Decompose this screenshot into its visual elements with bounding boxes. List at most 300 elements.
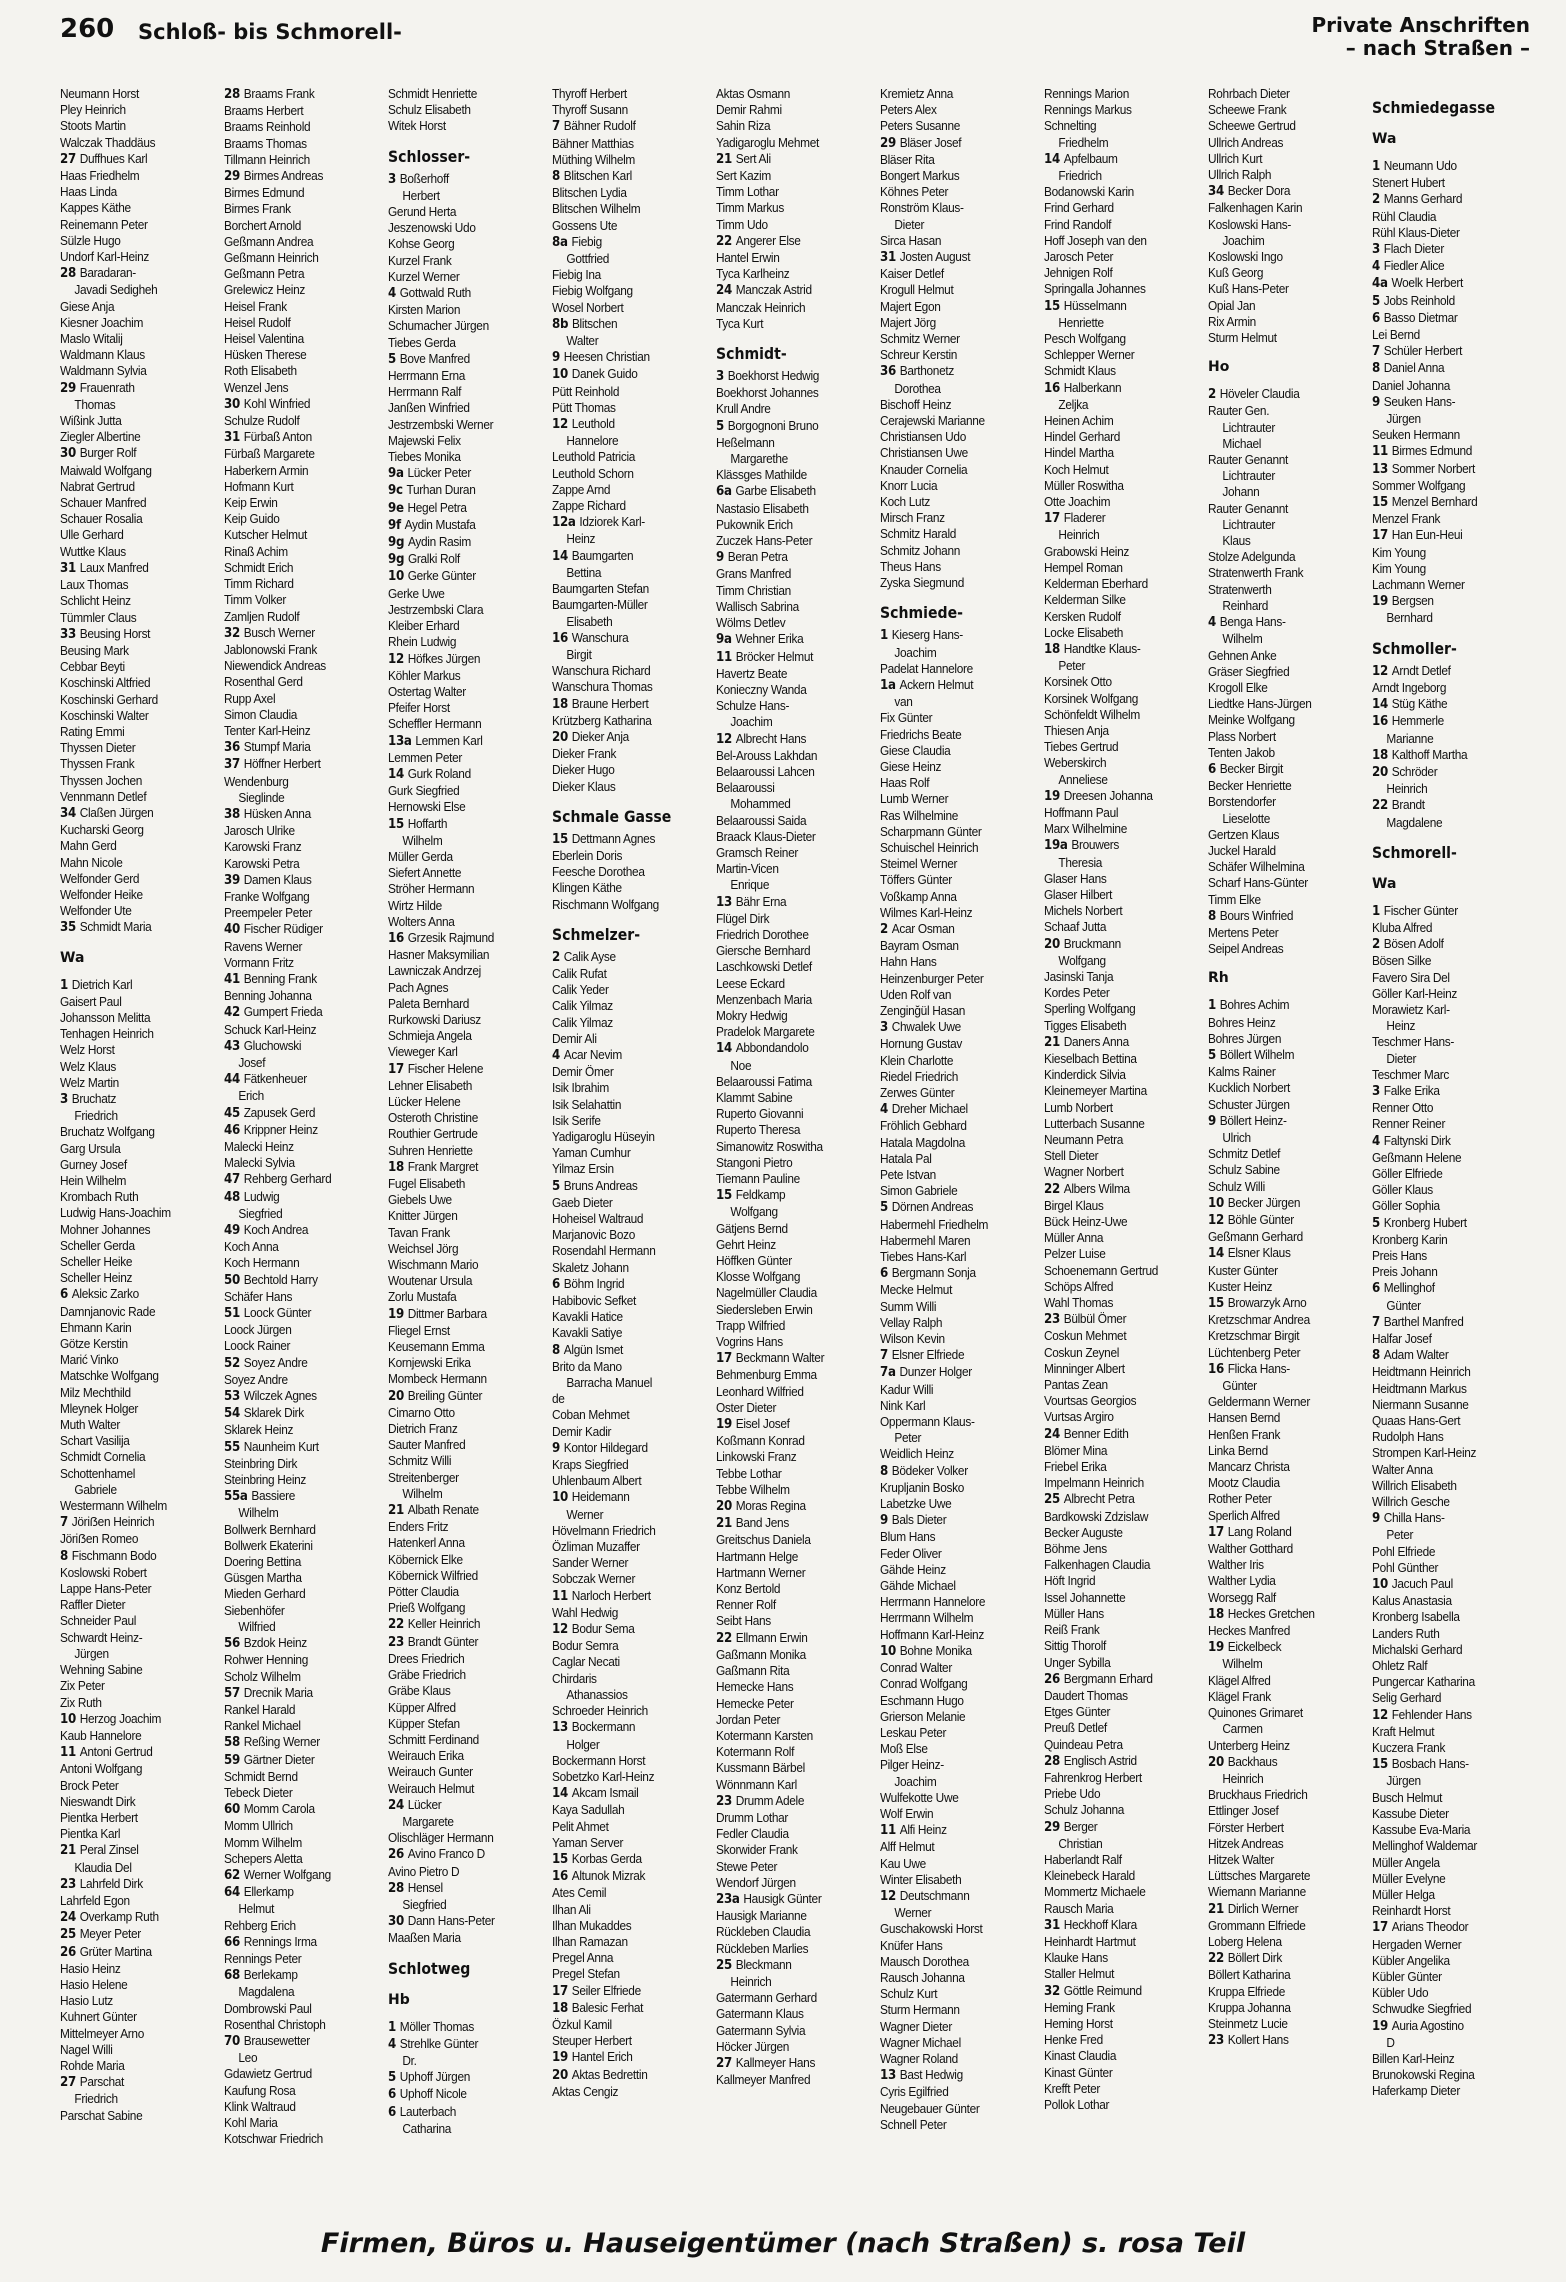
- resident-name: Woelk Herbert: [1391, 275, 1464, 291]
- house-number: 10: [388, 569, 408, 585]
- resident-entry: [880, 938, 1024, 954]
- resident-name: Winter Elisabeth: [880, 1871, 962, 1887]
- district-heading: Wa: [1372, 131, 1397, 147]
- resident-name: Braams Frank: [243, 86, 315, 101]
- resident-entry: [880, 1382, 1024, 1398]
- resident-entry: [1372, 2067, 1516, 2083]
- resident-entry: [1372, 1232, 1516, 1248]
- resident-name: Mieden Gerhard: [224, 1586, 306, 1602]
- resident-name: Friedrich: [74, 1108, 118, 1124]
- resident-name: Meyer Peter: [79, 1926, 141, 1942]
- district-heading: Rh: [1208, 970, 1229, 987]
- resident-entry: [880, 184, 1024, 200]
- resident-name: Mellinghof: [1383, 1280, 1435, 1296]
- resident-name: Böllert Heinz-: [1219, 1112, 1287, 1128]
- resident-name: Hoffmann Karl-Heinz: [880, 1626, 984, 1642]
- resident-entry: [716, 714, 860, 730]
- resident-entry: [1208, 1410, 1352, 1426]
- resident-entry: [1372, 258, 1516, 275]
- resident-entry: [60, 217, 204, 233]
- resident-entry: [1208, 1901, 1352, 1918]
- resident-entry: [880, 1529, 1024, 1545]
- resident-entry: [880, 905, 1024, 921]
- house-number: 12: [880, 1888, 900, 1904]
- resident-name: Habibovic Sefket: [552, 1293, 637, 1309]
- resident-entry: [1208, 745, 1352, 761]
- resident-name: Neumann Udo: [1383, 158, 1457, 173]
- resident-name: Stolze Adelgunda: [1208, 549, 1296, 565]
- resident-entry: [388, 1781, 532, 1797]
- resident-name: Deutschmann: [899, 1887, 970, 1903]
- resident-entry: [224, 2115, 368, 2131]
- resident-name: Klägel Frank: [1208, 1688, 1271, 1704]
- resident-entry: [224, 396, 368, 413]
- resident-name: Dirlich Werner: [1227, 1900, 1299, 1916]
- resident-entry: [880, 397, 1024, 413]
- resident-entry: [1208, 1475, 1352, 1491]
- house-number: 51: [224, 1306, 244, 1322]
- resident-entry: [716, 1957, 860, 1974]
- resident-name: Kruppa Johanna: [1208, 1999, 1291, 2015]
- resident-entry: [224, 774, 368, 790]
- resident-entry: [552, 1391, 696, 1407]
- resident-name: Becker Henriette: [1208, 778, 1292, 794]
- resident-entry: [60, 1810, 204, 1826]
- resident-entry: [880, 1019, 1024, 1036]
- resident-entry: [388, 102, 532, 118]
- resident-name: Margarete: [402, 1813, 454, 1829]
- resident-entry: [224, 2050, 368, 2066]
- resident-entry: [880, 575, 1024, 591]
- resident-name: Kinderdick Silvia: [1044, 1067, 1126, 1083]
- resident-name: Bähner Matthias: [552, 135, 634, 151]
- resident-name: Jacuch Paul: [1391, 1576, 1453, 1592]
- resident-name: Calik Yeder: [552, 982, 609, 998]
- resident-entry: [552, 400, 696, 416]
- resident-name: Kurzel Werner: [388, 268, 460, 284]
- house-number: 9: [716, 550, 728, 566]
- resident-entry: [1044, 1688, 1188, 1704]
- resident-name: Frank Margret: [407, 1158, 479, 1174]
- resident-entry: [1208, 1918, 1352, 1934]
- resident-entry: [1044, 1983, 1188, 2000]
- resident-entry: [1372, 327, 1516, 343]
- resident-entry: [880, 1364, 1024, 1381]
- resident-name: Schmidt Klaus: [1044, 363, 1116, 379]
- resident-name: Gerke Uwe: [388, 585, 445, 601]
- resident-name: Reßing Werner: [243, 1734, 320, 1750]
- resident-name: Daners Anna: [1063, 1033, 1129, 1049]
- resident-name: Bockermann Horst: [552, 1752, 646, 1768]
- resident-entry: [716, 1663, 860, 1679]
- directory-column: [716, 86, 880, 2216]
- resident-name: Wiemann Marianne: [1208, 1884, 1306, 1900]
- resident-name: Peters Susanne: [880, 118, 961, 134]
- resident-name: Hausigk Marianne: [716, 1908, 807, 1924]
- resident-entry: [1044, 1491, 1188, 1508]
- resident-entry: [224, 839, 368, 855]
- resident-name: Scholz Wilhelm: [224, 1668, 301, 1684]
- resident-name: Blitschen Wilhelm: [552, 201, 641, 217]
- resident-name: Moß Else: [880, 1741, 928, 1757]
- house-number: 10: [1372, 1577, 1392, 1593]
- resident-name: Gätjens Bernd: [716, 1220, 788, 1236]
- resident-entry: [60, 593, 204, 609]
- resident-name: Konz Bertold: [716, 1581, 781, 1597]
- resident-entry: [1208, 712, 1352, 728]
- resident-name: Kaufung Rosa: [224, 2082, 296, 2098]
- directory-column: [388, 86, 552, 2216]
- resident-name: Kontor Hildegard: [563, 1439, 648, 1455]
- resident-name: Blitschen Lydia: [552, 185, 627, 201]
- resident-name: Athanassios: [566, 1686, 628, 1702]
- resident-name: Weirauch Erika: [388, 1748, 464, 1764]
- resident-entry: [1208, 1031, 1352, 1047]
- resident-name: Majert Jörg: [880, 314, 936, 330]
- resident-name: Kuhnert Günter: [60, 2009, 137, 2025]
- resident-name: Oppermann Klaus-: [880, 1414, 975, 1430]
- resident-name: Braack Klaus-Dieter: [716, 828, 816, 844]
- resident-entry: [60, 1531, 204, 1547]
- resident-entry: [224, 756, 368, 773]
- resident-name: Arndt Detlef: [1391, 662, 1451, 678]
- resident-name: Ruperto Theresa: [716, 1122, 801, 1138]
- resident-name: Aydin Rasim: [407, 534, 471, 550]
- resident-name: Kretzschmar Birgit: [1208, 1328, 1300, 1344]
- resident-entry: [1372, 1298, 1516, 1314]
- resident-entry: [224, 152, 368, 168]
- resident-entry: [60, 1498, 204, 1514]
- resident-entry: [1044, 1034, 1188, 1051]
- resident-entry: [224, 1570, 368, 1586]
- house-number: 17: [388, 1061, 408, 1077]
- resident-name: Lei Bernd: [1372, 327, 1420, 343]
- resident-entry: [716, 943, 860, 959]
- resident-name: Werner Wolfgang: [243, 1866, 331, 1882]
- resident-name: Bodur Sema: [571, 1621, 635, 1637]
- resident-entry: [388, 1864, 532, 1880]
- resident-name: Selig Gerhard: [1372, 1690, 1442, 1706]
- resident-entry: [880, 233, 1024, 249]
- resident-entry: [1044, 478, 1188, 494]
- resident-name: Menzel Frank: [1372, 511, 1441, 527]
- resident-entry: [1044, 837, 1188, 854]
- house-number: 3: [1372, 242, 1384, 258]
- resident-name: Schulz Johanna: [1044, 1802, 1125, 1818]
- resident-name: Ludwig Hans-Joachim: [60, 1205, 171, 1221]
- house-number: 9a: [388, 466, 408, 482]
- resident-entry: [716, 368, 860, 385]
- resident-entry: [1208, 1590, 1352, 1606]
- resident-name: Hasio Helene: [60, 1976, 128, 1992]
- resident-entry: [60, 2058, 204, 2074]
- resident-name: Kronberg Karin: [1372, 1231, 1448, 1247]
- resident-name: Quinones Grimaret: [1208, 1705, 1303, 1721]
- resident-entry: [552, 848, 696, 864]
- resident-name: Klässges Mathilde: [716, 467, 807, 483]
- resident-entry: [716, 1597, 860, 1613]
- resident-name: Gluchowski: [243, 1037, 302, 1053]
- resident-name: Hausigk Günter: [743, 1890, 822, 1906]
- resident-entry: [1044, 805, 1188, 821]
- resident-name: Belaaroussi Lahcen: [716, 763, 815, 779]
- resident-entry: [880, 808, 1024, 824]
- resident-name: Backhaus: [1227, 1753, 1278, 1769]
- resident-name: Michalski Gerhard: [1372, 1641, 1463, 1657]
- resident-entry: [224, 1289, 368, 1305]
- resident-entry: [1372, 461, 1516, 478]
- resident-name: Quaas Hans-Gert: [1372, 1413, 1461, 1429]
- resident-entry: [388, 1600, 532, 1616]
- resident-entry: [1208, 1787, 1352, 1803]
- resident-name: Eickelbeck: [1227, 1639, 1282, 1655]
- resident-name: Majewski Felix: [388, 432, 461, 448]
- resident-name: Kraps Siegfried: [552, 1457, 629, 1473]
- resident-name: Johann: [1222, 484, 1260, 500]
- resident-name: Gähde Heinz: [880, 1561, 946, 1577]
- resident-name: Rauter Genannt: [1208, 452, 1289, 468]
- resident-entry: [388, 1078, 532, 1094]
- resident-name: Herrmann Wilhelm: [880, 1610, 974, 1626]
- resident-entry: [1044, 592, 1188, 608]
- resident-name: Abbondandolo: [735, 1040, 809, 1056]
- house-number: 1a: [880, 677, 900, 693]
- resident-entry: [1044, 1051, 1188, 1067]
- house-number: 7: [880, 1348, 892, 1364]
- resident-name: Ates Cemil: [552, 1885, 607, 1901]
- resident-name: Birmes Edmund: [1391, 443, 1473, 459]
- resident-name: Tavan Frank: [388, 1224, 450, 1240]
- resident-name: Naunheim Kurt: [243, 1438, 319, 1454]
- resident-name: Lemmen Karl: [415, 732, 483, 748]
- street-heading: Schlotweg: [388, 1958, 471, 1978]
- resident-name: Feder Oliver: [880, 1545, 942, 1561]
- resident-name: Sperling Wolfgang: [1044, 1001, 1136, 1017]
- resident-name: Bösen Adolf: [1383, 936, 1444, 952]
- resident-entry: [388, 1667, 532, 1683]
- resident-entry: [60, 380, 204, 397]
- resident-name: Rühl Klaus-Dieter: [1372, 224, 1460, 240]
- resident-name: Strompen Karl-Heinz: [1372, 1445, 1477, 1461]
- resident-entry: [1208, 729, 1352, 745]
- resident-name: Heckhoff Klara: [1063, 1916, 1137, 1932]
- house-number: 2: [1372, 937, 1384, 953]
- resident-entry: [880, 1480, 1024, 1496]
- resident-entry: [388, 881, 532, 897]
- resident-entry: [880, 299, 1024, 315]
- house-number: 13: [880, 2068, 900, 2084]
- house-number: 31: [224, 430, 244, 446]
- resident-name: Soyez Andre: [243, 1354, 308, 1370]
- resident-name: Grzesik Rajmund: [407, 929, 495, 945]
- resident-entry: [552, 630, 696, 647]
- resident-name: Knitter Jürgen: [388, 1208, 458, 1224]
- resident-entry: [224, 1967, 368, 1984]
- house-number: 10: [552, 367, 572, 383]
- house-number: 5: [388, 351, 400, 367]
- resident-name: Lumb Werner: [880, 791, 949, 807]
- resident-entry: [552, 1835, 696, 1851]
- resident-name: Welfonder Gerd: [60, 870, 140, 886]
- resident-name: Lawniczak Andrzej: [388, 963, 481, 979]
- resident-name: Schmitz Harald: [880, 526, 957, 542]
- resident-name: Klosse Wolfgang: [716, 1269, 801, 1285]
- resident-entry: [880, 645, 1024, 661]
- resident-name: Enrique: [730, 877, 770, 893]
- resident-entry: [1208, 386, 1352, 403]
- resident-name: Haferkamp Dieter: [1372, 2083, 1460, 2099]
- resident-entry: [60, 1482, 204, 1498]
- resident-name: Grans Manfred: [716, 566, 792, 582]
- resident-name: Renner Otto: [1372, 1100, 1434, 1116]
- resident-entry: [1044, 265, 1188, 281]
- resident-name: Weberskirch: [1044, 755, 1107, 771]
- resident-entry: [1208, 501, 1352, 517]
- resident-name: Albers Wilma: [1063, 1180, 1130, 1196]
- resident-name: Mokry Hedwig: [716, 1007, 788, 1023]
- resident-entry: [880, 347, 1024, 363]
- house-number: 43: [224, 1038, 244, 1054]
- resident-name: Grüter Martina: [79, 1943, 152, 1959]
- resident-name: Welfonder Heike: [60, 886, 143, 902]
- resident-entry: [716, 2023, 860, 2039]
- resident-name: Schäfer Hans: [224, 1288, 293, 1304]
- resident-name: Welz Martin: [60, 1074, 119, 1090]
- resident-name: Pukownik Erich: [716, 516, 793, 532]
- resident-name: Kleiber Erhard: [388, 618, 460, 634]
- resident-name: Fahrenkrog Herbert: [1044, 1769, 1142, 1785]
- resident-entry: [388, 188, 532, 204]
- house-number: 11: [716, 649, 736, 665]
- resident-entry: [716, 217, 860, 233]
- resident-entry: [1208, 2032, 1352, 2049]
- house-number: 2: [552, 949, 564, 965]
- street-range-title: Schloß- bis Schmorell-: [138, 20, 402, 44]
- house-number: 27: [60, 151, 80, 167]
- resident-entry: [1372, 781, 1516, 797]
- house-number: 36: [224, 740, 244, 756]
- resident-name: Stewe Peter: [716, 1858, 778, 1874]
- resident-entry: [388, 684, 532, 700]
- resident-entry: [716, 1826, 860, 1842]
- resident-entry: [60, 200, 204, 216]
- resident-entry: [1044, 1541, 1188, 1557]
- resident-name: Kim Young: [1372, 544, 1426, 560]
- resident-name: D: [1386, 2034, 1395, 2050]
- resident-entry: [716, 1334, 860, 1350]
- house-number: 20: [552, 2067, 572, 2083]
- resident-entry: [1372, 1133, 1516, 1150]
- resident-name: Bischoff Heinz: [880, 396, 952, 412]
- resident-entry: [716, 583, 860, 599]
- resident-name: Heidtmann Markus: [1372, 1380, 1467, 1396]
- resident-entry: [716, 1630, 860, 1647]
- resident-entry: [1044, 919, 1188, 935]
- resident-entry: [716, 615, 860, 631]
- resident-name: Isik Serife: [552, 1112, 601, 1128]
- resident-entry: [388, 849, 532, 865]
- resident-entry: [60, 1728, 204, 1744]
- resident-entry: [224, 1785, 368, 1801]
- resident-name: Locke Elisabeth: [1044, 624, 1124, 640]
- resident-name: Höveler Claudia: [1219, 386, 1300, 402]
- resident-name: Hüsken Therese: [224, 347, 307, 363]
- resident-entry: [1208, 1673, 1352, 1689]
- resident-name: Fürbaß Anton: [243, 429, 312, 445]
- resident-entry: [716, 1253, 860, 1269]
- resident-name: Wilczek Agnes: [243, 1388, 317, 1404]
- resident-entry: [60, 1336, 204, 1352]
- resident-entry: [552, 1145, 696, 1161]
- resident-name: Schmidt Erich: [224, 559, 294, 575]
- house-number: 23: [388, 1634, 408, 1650]
- resident-name: Riedel Friedrich: [880, 1068, 959, 1084]
- resident-name: Töffers Günter: [880, 872, 952, 888]
- resident-entry: [552, 333, 696, 349]
- resident-name: Flicka Hans-: [1227, 1360, 1290, 1376]
- resident-name: Ludwig: [243, 1188, 280, 1204]
- resident-name: Summ Willi: [880, 1298, 937, 1314]
- resident-entry: [1044, 347, 1188, 363]
- resident-name: Wenzel Jens: [224, 379, 289, 395]
- resident-name: Kau Uwe: [880, 1855, 926, 1871]
- resident-name: Klein Charlotte: [880, 1052, 954, 1068]
- resident-name: Timm Volker: [224, 592, 287, 608]
- resident-name: Ziegler Albertine: [60, 429, 141, 445]
- resident-entry: [224, 1405, 368, 1422]
- resident-entry: [1208, 859, 1352, 875]
- resident-entry: [388, 482, 532, 499]
- resident-entry: [716, 282, 860, 299]
- resident-entry: [716, 894, 860, 911]
- resident-entry: [1372, 241, 1516, 258]
- resident-entry: [1208, 664, 1352, 680]
- resident-name: Fürbaß Margarete: [224, 446, 315, 462]
- resident-name: Baradaran-: [79, 265, 136, 281]
- resident-name: Peter: [894, 1430, 922, 1446]
- resident-name: Borstendorfer: [1208, 794, 1276, 810]
- resident-name: Calik Rufat: [552, 965, 607, 981]
- resident-name: Leskau Peter: [880, 1724, 947, 1740]
- resident-entry: [224, 1456, 368, 1472]
- resident-name: Scheller Heike: [60, 1254, 133, 1270]
- house-number: 9: [1372, 1511, 1384, 1527]
- resident-name: Brock Peter: [60, 1777, 119, 1793]
- resident-name: Narloch Herbert: [571, 1587, 651, 1603]
- resident-entry: [388, 118, 532, 134]
- resident-entry: [1044, 445, 1188, 461]
- resident-name: Berlekamp: [243, 1967, 298, 1983]
- resident-name: Maslo Witalij: [60, 331, 123, 347]
- resident-entry: [1044, 544, 1188, 560]
- resident-entry: [552, 1064, 696, 1080]
- resident-entry: [552, 966, 696, 982]
- house-number: 3: [388, 171, 400, 187]
- resident-name: Keip Guido: [224, 511, 280, 527]
- resident-name: Göller Sophia: [1372, 1198, 1440, 1214]
- resident-entry: [1372, 1445, 1516, 1461]
- resident-entry: [552, 1523, 696, 1539]
- resident-entry: [552, 1902, 696, 1918]
- resident-name: Kelderman Silke: [1044, 592, 1126, 608]
- resident-entry: [716, 1269, 860, 1285]
- resident-entry: [1044, 1509, 1188, 1525]
- house-number: 2: [880, 921, 892, 937]
- resident-entry: [60, 643, 204, 659]
- resident-name: Kuß Hans-Peter: [1208, 281, 1289, 297]
- resident-entry: [1372, 1707, 1516, 1724]
- resident-name: Boekhorst Johannes: [716, 385, 819, 401]
